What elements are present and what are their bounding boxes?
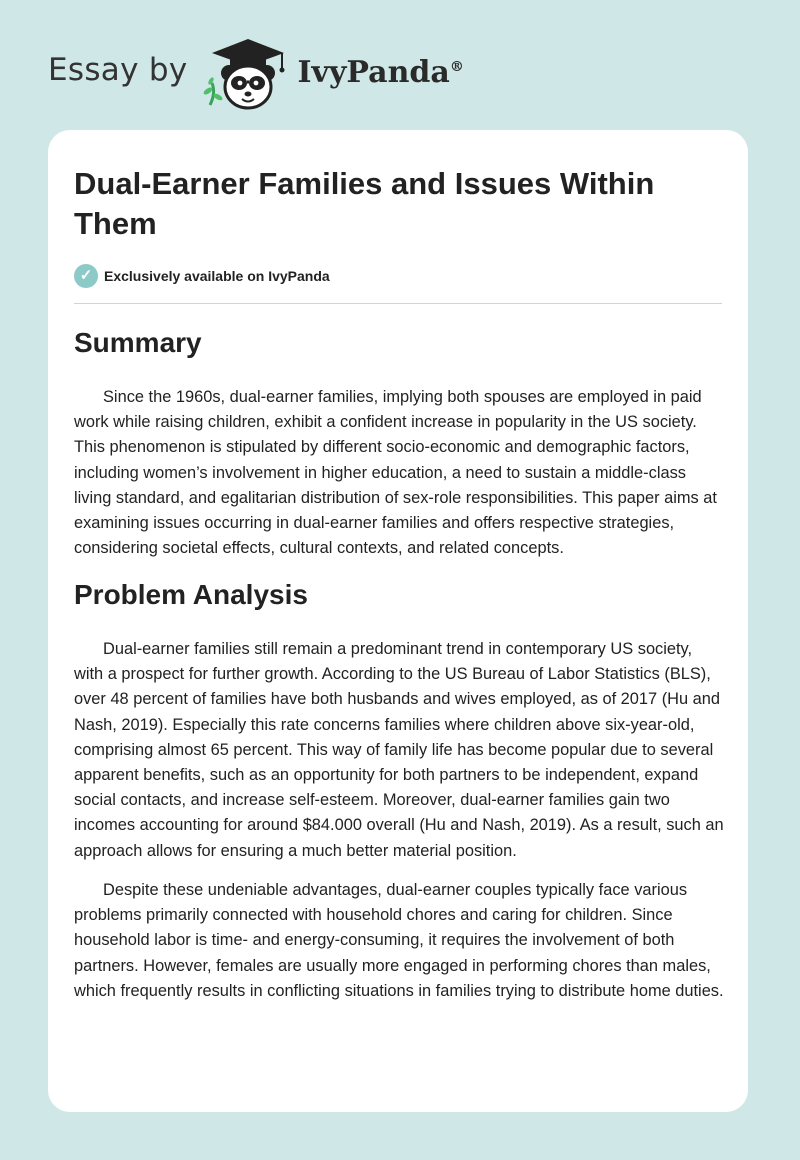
summary-paragraph: Since the 1960s, dual-earner families, implying both spouses are employed in paid work while raising children, exhibit a confident increase in popularity in the US society. This phenomenon is stipulated by different socio-economic and demographic factors, including women’s involvement in higher education, a need to sustain a middle-class living standard, and egalitarian distribution of sex-role responsibilities. This paper aims at examining issues occurring in dual-earner families and offers respective strategies, considering societal effects, cultural contexts, and related concepts. xyxy=(74,388,717,558)
panda-graduate-logo-icon xyxy=(202,35,294,113)
problem-analysis-paragraph-1: Dual-earner families still remain a predominant trend in contemporary US society, with a prospect for further growth. According to the US Bureau of Labor Statistics (BLS), over 48 percent of families have both husbands and wives employed, as of 2017 (Hu and Nash, 2019). Especially this rate concerns families where children above six-year-old, comprising almost 65 percent. This way of family life has become popular due to several apparent benefits, such as an opportunity for both partners to be independent, expand social contacts, and increase self-esteem. Moreover, dual-earner families gain two incomes accounting for around $84.000 overall (Hu and Nash, 2019). As a result, such an approach allows for ensuring a much better material position. xyxy=(74,640,724,860)
divider xyxy=(74,303,722,304)
brand-header[interactable] xyxy=(48,34,464,114)
essay-card xyxy=(48,130,748,1112)
brand-prefix: Essay by xyxy=(48,52,188,88)
registered-mark: ® xyxy=(449,58,464,75)
exclusive-badge xyxy=(74,264,330,288)
section-heading-problem-analysis: Problem Analysis xyxy=(74,579,308,610)
section-heading-summary: Summary xyxy=(74,327,202,358)
brand-name xyxy=(298,55,464,90)
brand-name-text: IvyPanda xyxy=(297,54,450,90)
check-circle-icon: ✓ xyxy=(74,264,98,288)
essay-title: Dual-Earner Families and Issues Within Them xyxy=(74,166,655,241)
problem-analysis-paragraph-2: Despite these undeniable advantages, dual-earner couples typically face various problems primarily connected with household chores and caring for children. Since household labor is time- and energy-consuming, it requires the involvement of both partners. However, females are usually more engaged in performing chores than males, which frequently results in conflicting situations in families trying to distribute home duties. xyxy=(74,881,724,1000)
exclusive-label: Exclusively available on IvyPanda xyxy=(104,268,330,284)
